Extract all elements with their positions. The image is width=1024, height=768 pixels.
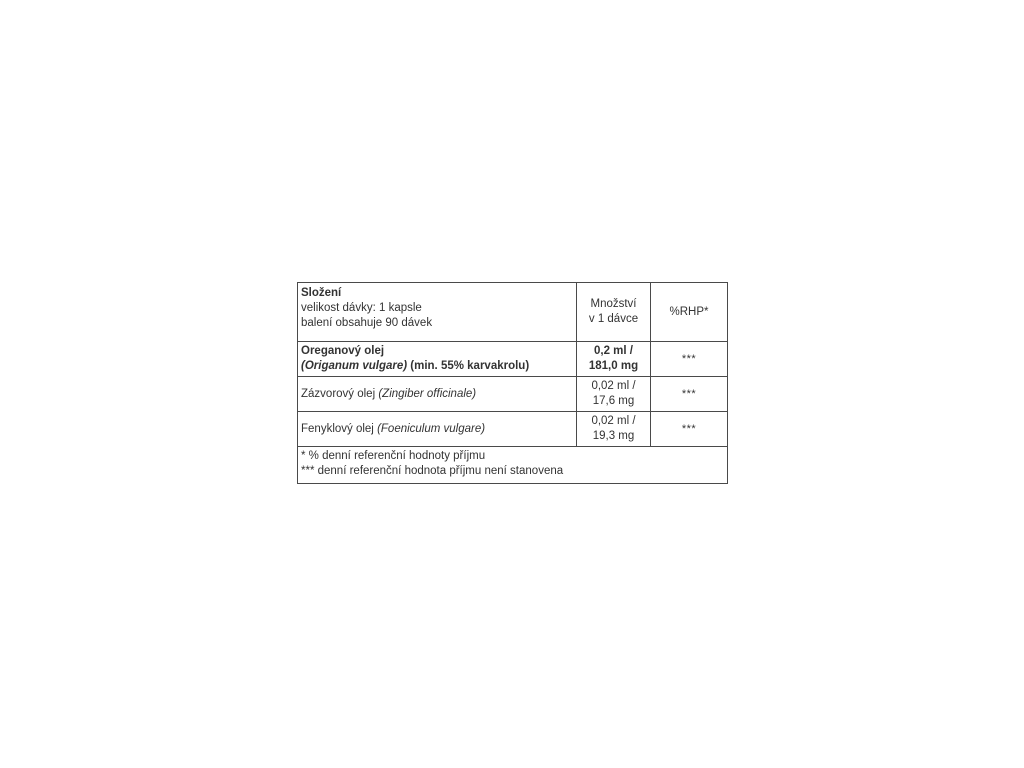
footnote-row: [298, 447, 728, 484]
table-title: Složení: [301, 287, 342, 299]
amount-cell: [577, 377, 651, 412]
amount-line1: 0,02 ml /: [591, 415, 636, 427]
rhp-header: %RHP*: [669, 305, 709, 318]
ingredient-cell: [298, 377, 577, 412]
header-amount-cell: [577, 283, 651, 342]
rhp-value: ***: [681, 352, 697, 365]
amount-cell: [577, 342, 651, 377]
amount-cell: [577, 412, 651, 447]
amount-line1: 0,02 ml /: [591, 380, 636, 392]
composition-table: [297, 282, 728, 484]
ingredient-latin: (Zingiber officinale): [378, 387, 477, 400]
rhp-cell: [651, 377, 728, 412]
ingredient-name: Fenyklový olej: [301, 422, 378, 435]
header-composition-cell: [298, 283, 577, 342]
amount-line2: 17,6 mg: [592, 395, 635, 407]
ingredient-latin: (Origanum vulgare): [301, 360, 408, 372]
header-rhp-cell: [651, 283, 728, 342]
amount-line2: 181,0 mg: [588, 360, 639, 372]
table-row: [298, 412, 728, 447]
rhp-value: ***: [681, 422, 697, 435]
rhp-cell: [651, 412, 728, 447]
footnote-not-established: *** denní referenční hodnota příjmu není stanovena: [301, 465, 564, 477]
amount-header-line1: Množství: [590, 298, 637, 310]
amount-line1: 0,2 ml /: [594, 345, 633, 357]
dose-size: velikost dávky: 1 kapsle: [301, 302, 422, 314]
package-count: balení obsahuje 90 dávek: [301, 317, 433, 329]
ingredient-note: (min. 55% karvakrolu): [407, 360, 530, 372]
footnote-cell: [298, 447, 728, 484]
ingredient-cell: [298, 342, 577, 377]
footnote-rhp: * % denní referenční hodnoty příjmu: [301, 450, 486, 462]
amount-line2: 19,3 mg: [592, 430, 635, 442]
header-row: [298, 283, 728, 342]
rhp-cell: [651, 342, 728, 377]
table-row: [298, 377, 728, 412]
ingredient-latin: (Foeniculum vulgare): [377, 422, 486, 435]
table-row: [298, 342, 728, 377]
ingredient-name: Zázvorový olej: [301, 387, 379, 400]
amount-header-line2: v 1 dávce: [588, 313, 639, 325]
rhp-value: ***: [681, 387, 697, 400]
ingredient-cell: [298, 412, 577, 447]
ingredient-name: Oreganový olej: [301, 345, 385, 357]
composition-table-container: [297, 282, 727, 484]
